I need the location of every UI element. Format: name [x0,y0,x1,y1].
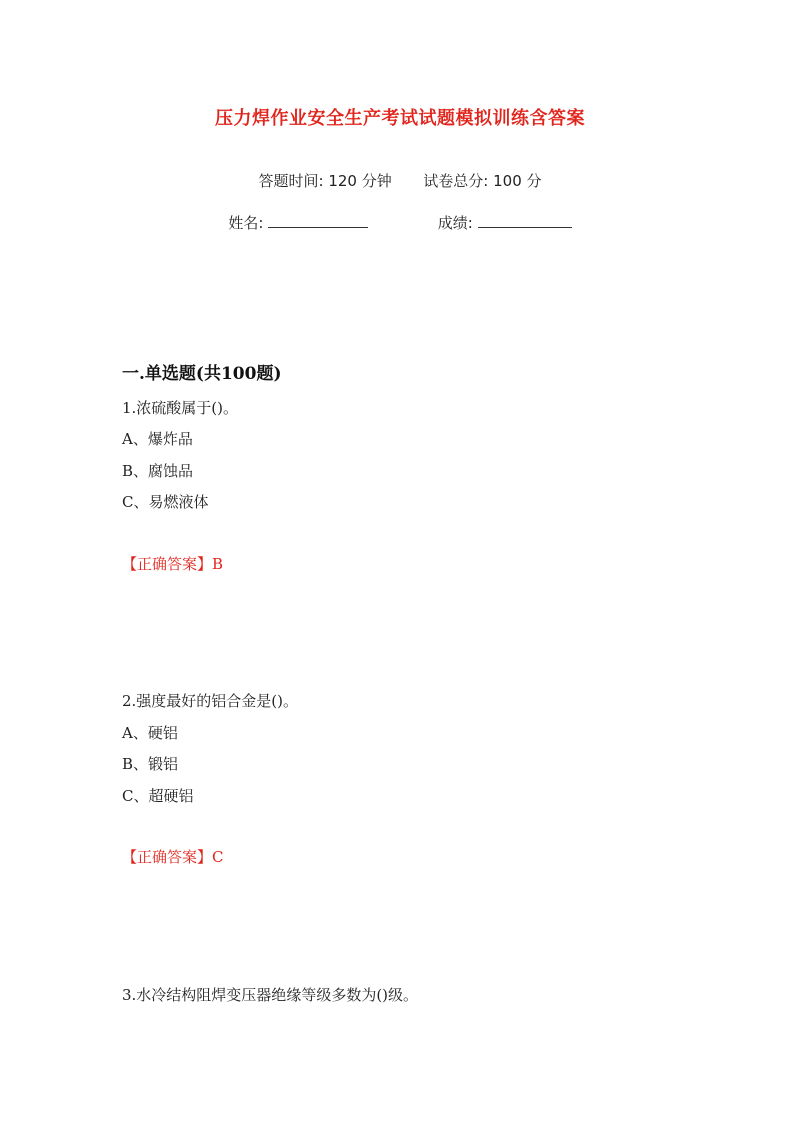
grade-label: 成绩: [437,214,473,232]
name-blank [268,213,368,228]
question-stem: 2.强度最好的铝合金是()。 [122,692,299,710]
candidate-info [0,212,800,233]
question-option: B、腐蚀品 [122,462,194,480]
total-score-label: 试卷总分: [423,172,489,190]
document-title: 压力焊作业安全生产考试试题模拟训练含答案 [215,108,585,129]
question-option: A、爆炸品 [122,430,193,448]
question-option: A、硬铝 [122,724,178,742]
question-option: B、锻铝 [122,755,179,773]
grade-blank [478,213,572,228]
question-option: C、超硬铝 [122,787,194,805]
exam-info [0,170,800,191]
name-label: 姓名: [228,214,264,232]
section-heading: 一.单选题(共100题) [122,364,282,384]
question-stem: 1.浓硫酸属于()。 [122,399,239,417]
question-stem: 3.水冷结构阻焊变压器绝缘等级多数为()级。 [122,986,419,1004]
question-option: C、易燃液体 [122,493,209,511]
exam-time-label: 答题时间: [258,172,324,190]
correct-answer: 【正确答案】B [122,555,224,573]
correct-answer: 【正确答案】C [122,848,224,866]
total-score-value: 100 分 [493,172,542,190]
exam-time-value: 120 分钟 [328,172,392,190]
